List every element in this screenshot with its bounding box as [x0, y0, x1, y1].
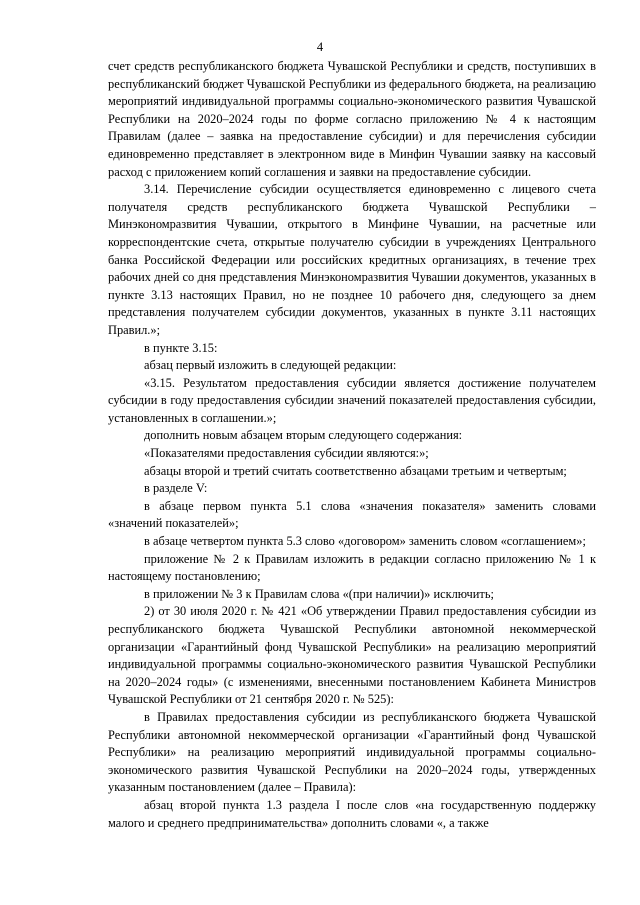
paragraph: дополнить новым абзацем вторым следующего содержания: [144, 428, 463, 443]
document-body [108, 58, 596, 832]
paragraph: в абзаце четвертом пункта 5.3 слово «договором» заменить словом «соглашением»; [144, 534, 586, 549]
paragraph: абзац первый изложить в следующей редакции: [144, 358, 397, 373]
paragraph: абзац второй пункта 1.3 раздела I после слов «на государственную поддержку малого и среднего предпринимательства» дополнить словами «, а также [108, 797, 596, 830]
paragraph: в абзаце первом пункта 5.1 слова «значения показателя» заменить словами «значений показателей»; [108, 498, 596, 531]
paragraph: приложение № 2 к Правилам изложить в редакции согласно приложению № 1 к настоящему постановлению; [108, 551, 596, 584]
paragraph-3-14: 3.14. Перечисление субсидии осуществляется единовременно с лицевого счета получателя средств республиканского бюджета Чувашской Республики – Минэкономразвития Чувашии, открытого в Минфине Чувашии, на расчетные или корреспондентские счета, открытые получателю субсидии в учреждениях Центрального банка Российской Федерации или российских кредитных организациях, в течение трех рабочих дней со дня представления Минэкономразвития Чувашии документов, указанных в пункте 3.13 настоящих Правил, но не позднее 10 рабочего дня, следующего за днем представления получателем субсидии документов, указанных в пункте 3.11 настоящих Правил.»; [108, 182, 596, 337]
paragraph-continuation: счет средств республиканского бюджета Чувашской Республики и средств, поступивших в республиканский бюджет Чувашской Республики из федерального бюджета, на реализацию мероприятий индивидуальной программы социально-экономического развития Чувашской Республики на 2020–2024 годы по форме согласно приложению № 4 к настоящим Правилам (далее – заявка на предоставление субсидии) и для перечисления субсидии единовременно представляет в электронном виде в Минфин Чувашии заявку на кассовый расход с приложением копий соглашения и заявки на предоставление субсидии. [108, 59, 596, 179]
paragraph: в Правилах предоставления субсидии из республиканского бюджета Чувашской Республики автономной некоммерческой организации «Гарантийный фонд Чувашской Республики» на реализацию мероприятий индивидуальной программы социально-экономического развития Чувашской Республики на 2020–2024 годы, утвержденных указанным постановлением (далее – Правила): [108, 709, 596, 795]
paragraph-section-v: в разделе V: [144, 481, 208, 496]
paragraph: в приложении № 3 к Правилам слова «(при наличии)» исключить; [144, 586, 494, 601]
paragraph-3-15: «3.15. Результатом предоставления субсидии является достижение получателем субсидии в году предоставления субсидии значений показателей предоставления субсидии, установленных в соглашении.»; [108, 375, 596, 425]
paragraph: «Показателями предоставления субсидии являются:»; [144, 446, 429, 461]
paragraph-item-2: 2) от 30 июля 2020 г. № 421 «Об утверждении Правил предоставления субсидии из республиканского бюджета Чувашской Республики автономной некоммерческой организации «Гарантийный фонд Чувашской Республики» на реализацию мероприятий индивидуальной программы социально-экономического развития Чувашской Республики на 2020–2024 годы» (с изменениями, внесенными постановлением Кабинета Министров Чувашской Республики от 21 сентября 2020 г. № 525): [108, 604, 596, 707]
paragraph: абзацы второй и третий считать соответственно абзацами третьим и четвертым; [144, 463, 567, 478]
paragraph: в пункте 3.15: [144, 340, 218, 355]
page-number: 4 [316, 40, 324, 54]
